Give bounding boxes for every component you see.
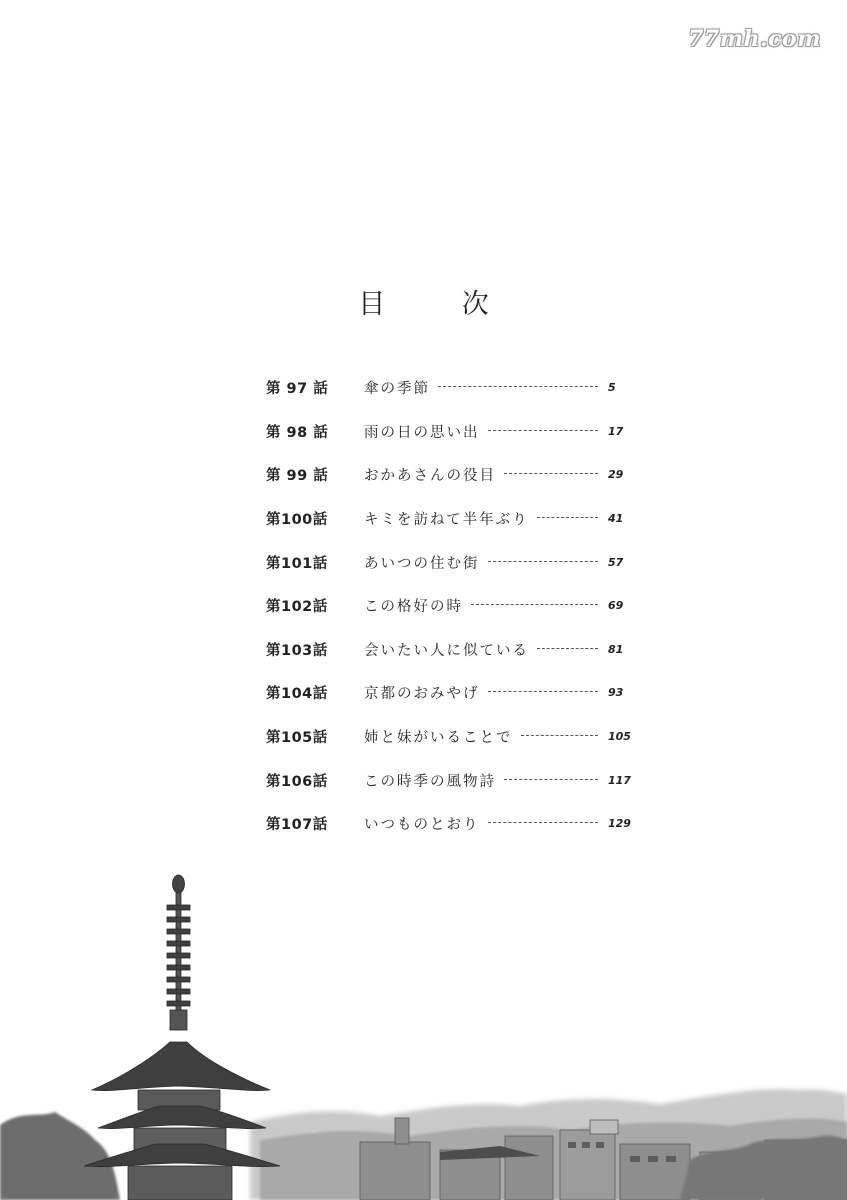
chapter-title: あいつの住む街 (364, 555, 480, 572)
dotted-leader (504, 473, 598, 474)
page-number: 129 (608, 817, 631, 831)
toc-entry-105[interactable] (266, 715, 636, 759)
dotted-leader (504, 779, 598, 780)
chapter-number: 第103話 (266, 642, 328, 659)
chapter-number: 第107話 (266, 817, 328, 834)
dotted-leader (438, 386, 598, 387)
chapter-title: この格好の時 (364, 599, 463, 616)
chapter-title: 会いたい人に似ている (364, 642, 529, 659)
chapter-title: この時季の風物詩 (364, 773, 496, 790)
chapter-number: 第105話 (266, 730, 328, 747)
toc-entry-99[interactable] (266, 453, 636, 497)
page-number: 29 (608, 468, 624, 482)
chapter-number: 第 97 話 (266, 381, 329, 398)
chapter-title: おかあさんの役目 (364, 468, 496, 485)
dotted-leader (488, 691, 599, 692)
toc-entry-100[interactable] (266, 497, 636, 541)
chapter-title: いつものとおり (364, 817, 480, 834)
page-number: 105 (608, 730, 631, 744)
chapter-title: 雨の日の思い出 (364, 424, 480, 441)
toc-entry-101[interactable] (266, 540, 636, 584)
site-watermark: 77mh.com (688, 26, 821, 52)
toc-entry-97[interactable] (266, 366, 636, 410)
page-title: 目 次 (358, 289, 523, 320)
page-number: 41 (608, 512, 624, 526)
chapter-number: 第 98 話 (266, 424, 329, 441)
chapter-number: 第100話 (266, 512, 328, 529)
chapter-number: 第101話 (266, 555, 328, 572)
dotted-leader (488, 822, 599, 823)
chapter-number: 第106話 (266, 773, 328, 790)
chapter-title: 京都のおみやげ (364, 686, 480, 703)
toc-entry-104[interactable] (266, 671, 636, 715)
page-number: 57 (608, 555, 624, 569)
toc-entry-98[interactable] (266, 410, 636, 454)
dotted-leader (537, 517, 598, 518)
dotted-leader (488, 430, 599, 431)
page-number: 117 (608, 773, 631, 787)
toc-entry-103[interactable] (266, 628, 636, 672)
chapter-title: キミを訪ねて半年ぶり (364, 512, 529, 529)
chapter-title: 傘の季節 (364, 381, 430, 398)
dotted-leader (537, 648, 598, 649)
toc-entry-102[interactable] (266, 584, 636, 628)
page-number: 93 (608, 686, 624, 700)
dotted-leader (488, 561, 599, 562)
page-number: 17 (608, 424, 624, 438)
tree-foliage-left (0, 1112, 120, 1200)
page-number: 69 (608, 599, 624, 613)
chapter-title: 姉と妹がいることで (364, 730, 513, 747)
chapter-number: 第104話 (266, 686, 328, 703)
chapter-number: 第 99 話 (266, 468, 329, 485)
table-of-contents (266, 366, 636, 846)
dotted-leader (521, 735, 599, 736)
chapter-number: 第102話 (266, 599, 328, 616)
toc-entry-106[interactable] (266, 758, 636, 802)
dotted-leader (471, 604, 598, 605)
page-number: 81 (608, 642, 624, 656)
page-number: 5 (608, 381, 616, 395)
toc-entry-107[interactable] (266, 802, 636, 846)
pagoda-townscape-illustration (0, 860, 847, 1200)
